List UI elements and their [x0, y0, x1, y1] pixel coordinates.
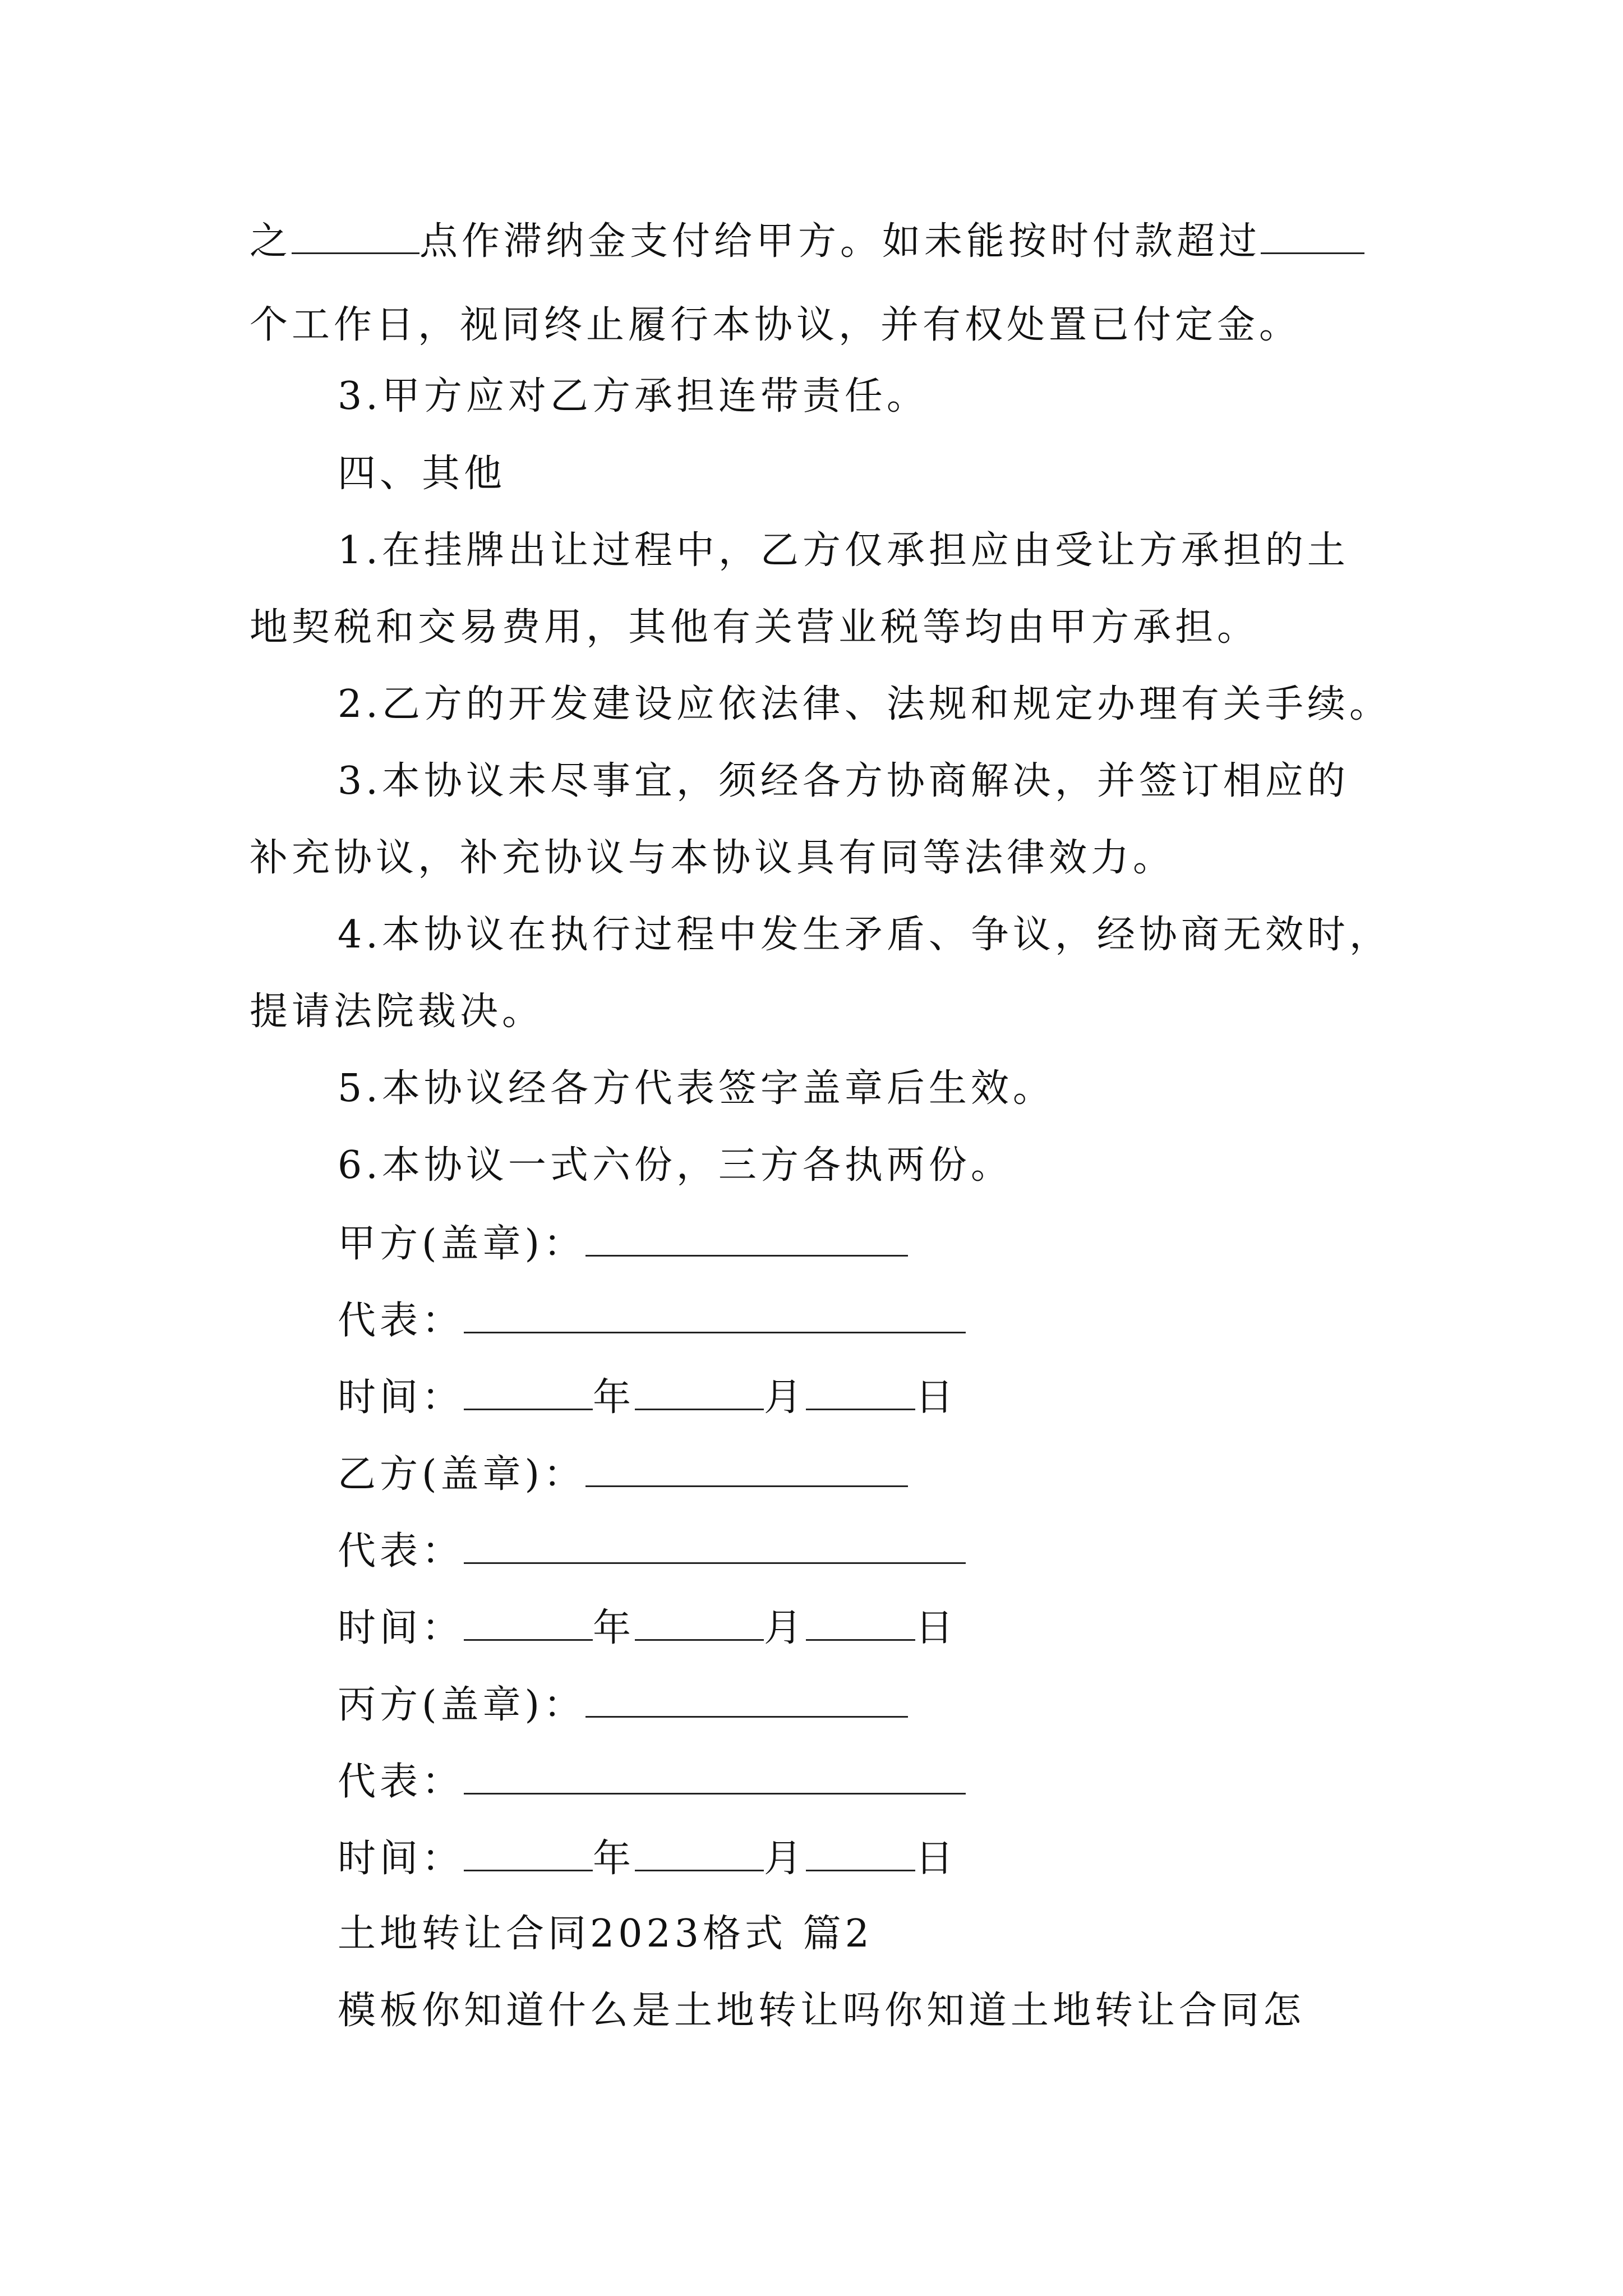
- paragraph-line: 2.乙方的开发建设应依法律、法规和规定办理有关手续。: [338, 682, 1391, 726]
- party-c-seal-field[interactable]: [585, 1681, 908, 1718]
- rep-field[interactable]: [464, 1527, 966, 1564]
- year-label: 年: [593, 1375, 635, 1420]
- party-c-label: 丙方(盖章)：: [338, 1683, 586, 1727]
- paragraph-line: 个工作日，视同终止履行本协议，并有权处置已付定金。: [250, 303, 1302, 347]
- rep-label: 代表：: [338, 1529, 464, 1573]
- month-field[interactable]: [635, 1604, 764, 1641]
- time-label: 时间：: [338, 1837, 464, 1881]
- line-text: 之: [250, 219, 292, 264]
- rep-field[interactable]: [464, 1758, 966, 1795]
- rep-field[interactable]: [464, 1297, 966, 1333]
- paragraph-line: 3.本协议未尽事宜，须经各方协商解决，并签订相应的: [338, 759, 1349, 803]
- paragraph-line: 6.本协议一式六份，三方各执两份。: [338, 1143, 1013, 1188]
- section-heading: 四、其他: [338, 452, 506, 496]
- rep-label: 代表：: [338, 1299, 464, 1343]
- month-field[interactable]: [635, 1835, 764, 1871]
- signature-date-c: [338, 1835, 957, 1881]
- signature-date-b: [338, 1604, 957, 1651]
- rep-label: 代表：: [338, 1760, 464, 1804]
- party-b-label: 乙方(盖章)：: [338, 1452, 586, 1497]
- day-field[interactable]: [806, 1835, 915, 1871]
- month-label: 月: [764, 1606, 806, 1650]
- paragraph-line: 3.甲方应对乙方承担连带责任。: [338, 374, 929, 418]
- paragraph-line: 补充协议，补充协议与本协议具有同等法律效力。: [250, 836, 1175, 880]
- signature-date-a: [338, 1374, 957, 1420]
- day-label: 日: [915, 1837, 958, 1881]
- signature-rep-c: [338, 1758, 966, 1805]
- paragraph-line: 提请法院裁决。: [250, 990, 545, 1034]
- paragraph-line: 4.本协议在执行过程中发生矛盾、争议，经协商无效时，: [338, 913, 1391, 957]
- paragraph-line: 模板你知道什么是土地转让吗你知道土地转让合同怎: [338, 1989, 1306, 2033]
- year-label: 年: [593, 1837, 635, 1881]
- time-label: 时间：: [338, 1606, 464, 1650]
- year-field[interactable]: [464, 1835, 593, 1871]
- year-field[interactable]: [464, 1604, 593, 1641]
- paragraph-line: 1.在挂牌出让过程中，乙方仅承担应由受让方承担的土: [338, 528, 1349, 573]
- blank-field[interactable]: [1261, 218, 1364, 254]
- month-label: 月: [764, 1837, 806, 1881]
- day-field[interactable]: [806, 1604, 915, 1641]
- day-field[interactable]: [806, 1374, 915, 1410]
- paragraph-line: [250, 218, 1364, 264]
- blank-field[interactable]: [292, 218, 419, 254]
- month-label: 月: [764, 1375, 806, 1420]
- party-a-seal-field[interactable]: [585, 1220, 908, 1257]
- line-text: 点作滞纳金支付给甲方。如未能按时付款超过: [419, 219, 1261, 264]
- year-field[interactable]: [464, 1374, 593, 1410]
- signature-rep-b: [338, 1527, 966, 1574]
- party-a-label: 甲方(盖章)：: [338, 1222, 586, 1266]
- day-label: 日: [915, 1375, 958, 1420]
- signature-rep-a: [338, 1297, 966, 1343]
- month-field[interactable]: [635, 1374, 764, 1410]
- signature-party-b: [338, 1451, 908, 1497]
- signature-party-a: [338, 1220, 908, 1267]
- paragraph-line: 地契税和交易费用，其他有关营业税等均由甲方承担。: [250, 605, 1260, 650]
- section-title: 土地转让合同2023格式 篇2: [338, 1912, 873, 1956]
- signature-party-c: [338, 1681, 908, 1728]
- party-b-seal-field[interactable]: [585, 1451, 908, 1487]
- year-label: 年: [593, 1606, 635, 1650]
- paragraph-line: 5.本协议经各方代表签字盖章后生效。: [338, 1066, 1055, 1111]
- day-label: 日: [915, 1606, 958, 1650]
- time-label: 时间：: [338, 1375, 464, 1420]
